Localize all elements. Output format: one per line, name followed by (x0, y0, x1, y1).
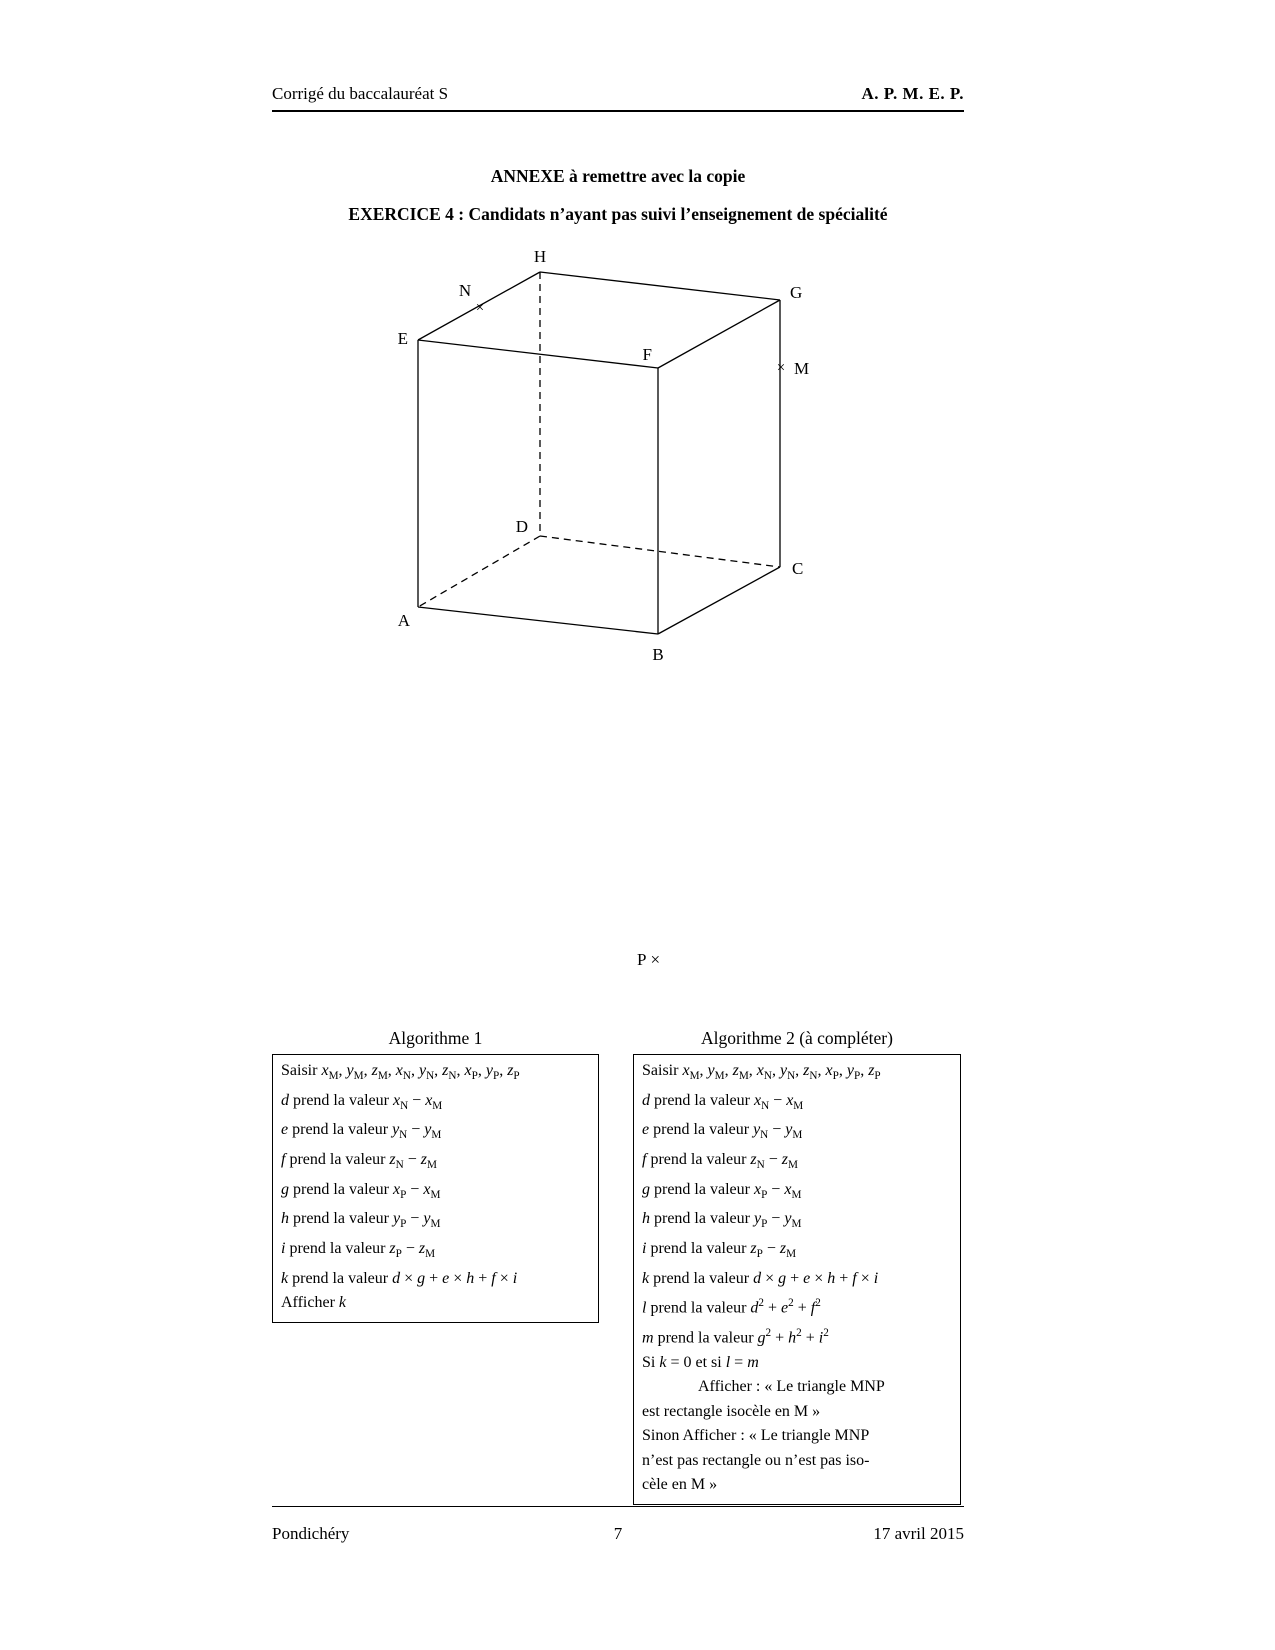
vertex-label-a: A (397, 611, 410, 630)
cube-edge-ab (418, 607, 658, 634)
algorithm-line: Afficher : « Le triangle MNP (698, 1378, 885, 1396)
algorithm-line: l prend la valeur $d^2 + e^2 + f^2$ (642, 1297, 821, 1317)
algorithms-section (272, 1028, 964, 1505)
point-p-label: P (637, 950, 647, 969)
algorithm-line: d prend la valeur $x_N - x_M$ (281, 1091, 443, 1112)
header-document-title: Corrigé du baccalauréat S (272, 84, 449, 103)
page-header (272, 84, 964, 112)
algorithm-line: Saisir $x_M$, $y_M$, $z_M$, $x_N$, $y_N$, $z_N$, $x_P$, $y_P$, $z_P$ (281, 1062, 520, 1083)
exercice-title: EXERCICE 4 : Candidats n’ayant pas suivi l’enseignement de spécialité (348, 204, 888, 224)
vertex-labels (398, 247, 810, 664)
cube-edges-dashed (418, 272, 780, 607)
algorithm-2-box (633, 1054, 961, 1505)
algorithm-1 (272, 1028, 599, 1505)
algorithm-line: k prend la valeur d × g + e × h + f × i (642, 1269, 879, 1287)
algorithm-line: Sinon Afficher : « Le triangle MNP (642, 1427, 870, 1445)
point-p (637, 950, 660, 970)
header-organization: A. P. M. E. P. (861, 84, 964, 103)
algorithm-line: m prend la valeur $g^2 + h^2 + i^2$ (642, 1327, 829, 1347)
algorithm-line: i prend la valeur $z_P - z_M$ (642, 1240, 797, 1261)
algorithm-line: i prend la valeur $z_P - z_M$ (281, 1240, 436, 1261)
vertex-label-m: M (794, 359, 810, 378)
vertex-label-e: E (397, 329, 408, 348)
footer-page-number: 7 (613, 1524, 623, 1543)
algorithm-line: g prend la valeur $x_P - x_M$ (281, 1180, 441, 1201)
point-p-cross: × (650, 950, 661, 969)
vertex-label-d: D (515, 517, 528, 536)
algorithm-line: d prend la valeur $x_N - x_M$ (642, 1091, 804, 1112)
vertex-label-c: C (792, 559, 804, 578)
vertex-label-h: H (533, 247, 547, 266)
cube-edges-solid (418, 272, 780, 634)
algorithm-line: h prend la valeur $y_P - y_M$ (642, 1210, 802, 1231)
algorithm-2-title: Algorithme 2 (à compléter) (701, 1028, 893, 1048)
algorithm-line: Si k = 0 et si l = m (642, 1353, 759, 1371)
vertex-label-n: N (458, 281, 472, 300)
cube-figure (380, 240, 820, 680)
algorithm-2 (633, 1028, 961, 1505)
algorithm-line: cèle en M » (642, 1476, 718, 1494)
algorithm-line: f prend la valeur $z_N - z_M$ (642, 1151, 798, 1172)
vertex-label-g: G (790, 283, 803, 302)
footer-date: 17 avril 2015 (873, 1524, 964, 1543)
algorithm-line: Afficher k (281, 1294, 347, 1312)
vertex-label-f: F (642, 345, 652, 364)
algorithm-1-title: Algorithme 1 (388, 1028, 483, 1048)
annexe-title: ANNEXE à remettre avec la copie (490, 166, 746, 186)
algorithm-line: e prend la valeur $y_N - y_M$ (642, 1121, 803, 1142)
cube-edge-bc (658, 567, 780, 634)
algorithm-line: f prend la valeur $z_N - z_M$ (281, 1151, 437, 1172)
algorithm-1-box (272, 1054, 599, 1323)
cube-edge-dc (540, 536, 780, 567)
algorithm-line: g prend la valeur $x_P - x_M$ (642, 1180, 802, 1201)
algorithm-line: n’est pas rectangle ou n’est pas iso- (642, 1451, 870, 1469)
cube-edge-hg (540, 272, 780, 300)
page-footer (272, 1506, 964, 1544)
algorithm-line: Saisir $x_M$, $y_M$, $z_M$, $x_N$, $y_N$, $z_N$, $x_P$, $y_P$, $z_P$ (642, 1062, 881, 1083)
cube-edge-gf (658, 300, 780, 368)
algorithm-line: h prend la valeur $y_P - y_M$ (281, 1210, 441, 1231)
algorithm-line: est rectangle isocèle en M » (642, 1402, 821, 1420)
point-n-cross: × (475, 300, 485, 316)
algorithm-line: e prend la valeur $y_N - y_M$ (281, 1121, 442, 1142)
cube-edge-da (418, 536, 540, 607)
algorithm-line: k prend la valeur d × g + e × h + f × i (281, 1269, 518, 1287)
cube-edge-fe (418, 340, 658, 368)
point-m-cross: × (776, 360, 786, 376)
footer-location: Pondichéry (272, 1524, 350, 1543)
vertex-label-b: B (652, 645, 664, 664)
